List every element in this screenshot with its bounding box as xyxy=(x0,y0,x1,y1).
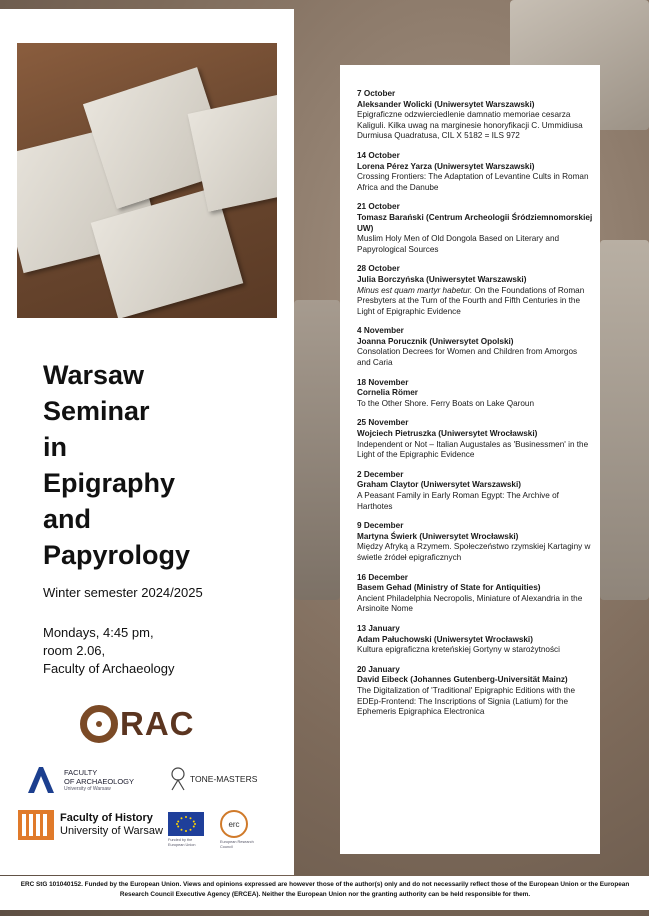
schedule-line: Mondays, 4:45 pm, xyxy=(43,625,154,640)
event-speaker: Wojciech Pietruszka (Uniwersytet Wrocławski) xyxy=(357,429,538,439)
faculty-archaeology-line: OF ARCHAEOLOGY xyxy=(64,777,135,786)
event-item xyxy=(357,326,593,368)
event-title: Kultura epigraficzna kreteńskiej Gortyny w starożytności xyxy=(357,645,560,655)
tone-masters-logo xyxy=(168,766,257,792)
background-stone-right xyxy=(600,240,649,600)
funding-disclaimer: ERC StG 101040152. Funded by the European Union. Views and opinions expressed are however those of the author(s) only and do not necessarily reflect those of the European Union or the European Research Council Executive Agency (ERCEA). Neither the European Union nor the granting authority can be held responsible for them. xyxy=(20,881,630,898)
faculty-history-logo xyxy=(18,810,163,840)
event-date: 2 December xyxy=(357,469,404,479)
faculty-history-icon xyxy=(18,810,54,840)
eu-caption: Funded by the European Union xyxy=(168,838,196,847)
crac-ring-icon xyxy=(80,705,118,743)
erc-text: erc xyxy=(228,819,240,829)
event-item xyxy=(357,470,593,512)
title-line: and xyxy=(43,504,92,534)
event-date: 20 January xyxy=(357,664,400,674)
tone-masters-text: TONE-MASTERS xyxy=(190,774,258,784)
semester-label: Winter semester 2024/2025 xyxy=(43,585,203,600)
event-title: Muslim Holy Men of Old Dongola Based on Literary and Papyrological Sources xyxy=(357,234,560,254)
eu-logo xyxy=(168,812,208,847)
background-stone-left xyxy=(294,300,340,600)
faculty-archaeology-sub: University of Warsaw xyxy=(64,786,111,792)
event-speaker: Basem Gehad (Ministry of State for Antiquities) xyxy=(357,583,541,593)
event-title: A Peasant Family in Early Roman Egypt: The Archive of Harthotes xyxy=(357,491,559,511)
event-speaker: Aleksander Wolicki (Uniwersytet Warszawski) xyxy=(357,99,535,109)
event-title: The Digitalization of 'Traditional' Epigraphic Editions with the EDEp-Frontend: The Inscriptions of Signia (Latium) for the Ephemeris Epigraphica Electronica xyxy=(357,685,576,717)
schedule-line: Faculty of Archaeology xyxy=(43,661,175,676)
faculty-archaeology-line: FACULTY xyxy=(64,768,98,777)
event-item xyxy=(357,573,593,615)
title-line: in xyxy=(43,432,67,462)
erc-icon xyxy=(220,810,248,838)
event-item xyxy=(357,418,593,460)
event-item xyxy=(357,264,593,317)
event-title: Epigraficzne odzwierciedlenie damnatio memoriae cesarza Kaliguli. Kilka uwag na marginesie honoryfikacji C. Ummidiusa Durmiusa Quadratusa, CIL X 5182 = ILS 972 xyxy=(357,110,583,141)
event-title: Ancient Philadelphia Necropolis, Miniature of Alexandria in the Arsinoite Nome xyxy=(357,593,583,614)
event-date: 9 December xyxy=(357,521,404,531)
faculty-history-line1: Faculty of History xyxy=(60,812,153,824)
event-date: 7 October xyxy=(357,89,396,98)
event-item xyxy=(357,202,593,255)
crac-logo-text: RAC xyxy=(120,705,195,742)
event-item xyxy=(357,665,593,718)
event-date: 14 October xyxy=(357,150,400,160)
event-date: 18 November xyxy=(357,377,409,387)
tone-masters-icon xyxy=(168,766,188,792)
event-speaker: Adam Pałuchowski (Uniwersytet Wrocławski) xyxy=(357,634,533,644)
event-date: 28 October xyxy=(357,264,400,274)
event-title: Consolation Decrees for Women and Children from Amorgos and Caria xyxy=(357,347,578,368)
event-item xyxy=(357,89,593,142)
eu-flag-icon xyxy=(168,812,204,836)
event-item xyxy=(357,521,593,563)
inscription-photo xyxy=(17,43,277,318)
event-speaker: Joanna Porucznik (Uniwersytet Opolski) xyxy=(357,336,514,346)
event-speaker: Lorena Pérez Yarza (Uniwersytet Warszawski) xyxy=(357,161,535,171)
event-list xyxy=(357,89,593,727)
event-speaker: Cornelia Römer xyxy=(357,388,418,398)
event-speaker: Julia Borczyńska (Uniwersytet Warszawski) xyxy=(357,274,527,284)
event-title: To the Other Shore. Ferry Boats on Lake Qaroun xyxy=(357,398,535,408)
erc-logo xyxy=(220,810,260,849)
erc-caption: European Research Council xyxy=(220,840,254,849)
event-item xyxy=(357,151,593,193)
event-title: Między Afryką a Rzymem. Społeczeństwo rzymskiej Kartaginy w świetle źródeł epigraficznych xyxy=(357,542,591,562)
event-title: Minus est quam martyr habetur. On the Foundations of Roman Presbyters at the Turn of the Fourth and Fifth Centuries in the Light of Epigraphic Evidence xyxy=(357,285,585,316)
crac-logo xyxy=(80,701,195,747)
title-line: Warsaw xyxy=(43,360,145,390)
event-date: 21 October xyxy=(357,202,400,212)
schedule-info xyxy=(43,624,175,678)
event-speaker: Graham Claytor (Uniwersytet Warszawski) xyxy=(357,480,521,490)
event-date: 16 December xyxy=(357,572,408,582)
event-speaker: Martyna Świerk (Uniwersytet Wrocławski) xyxy=(357,531,519,541)
title-line: Seminar xyxy=(43,396,150,426)
event-speaker: David Eibeck (Johannes Gutenberg-Universität Mainz) xyxy=(357,675,568,685)
event-date: 13 January xyxy=(357,623,400,633)
event-item xyxy=(357,624,593,656)
poster-title xyxy=(43,357,190,573)
faculty-history-line2: University of Warsaw xyxy=(60,825,163,837)
event-item xyxy=(357,378,593,410)
schedule-line: room 2.06, xyxy=(43,643,106,658)
faculty-archaeology-logo xyxy=(26,766,134,794)
event-speaker: Tomasz Barański (Centrum Archeologii Śródziemnomorskiej UW) xyxy=(357,212,593,233)
title-line: Papyrology xyxy=(43,540,191,570)
title-line: Epigraphy xyxy=(43,468,176,498)
event-title: Crossing Frontiers: The Adaptation of Levantine Cults in Roman Africa and the Danube xyxy=(357,172,589,192)
event-date: 25 November xyxy=(357,418,409,428)
event-title: Independent or Not – Italian Augustales as 'Businessmen' in the Light of the Epigraphic Evidence xyxy=(357,439,589,460)
faculty-archaeology-icon xyxy=(26,766,56,794)
event-date: 4 November xyxy=(357,326,404,336)
